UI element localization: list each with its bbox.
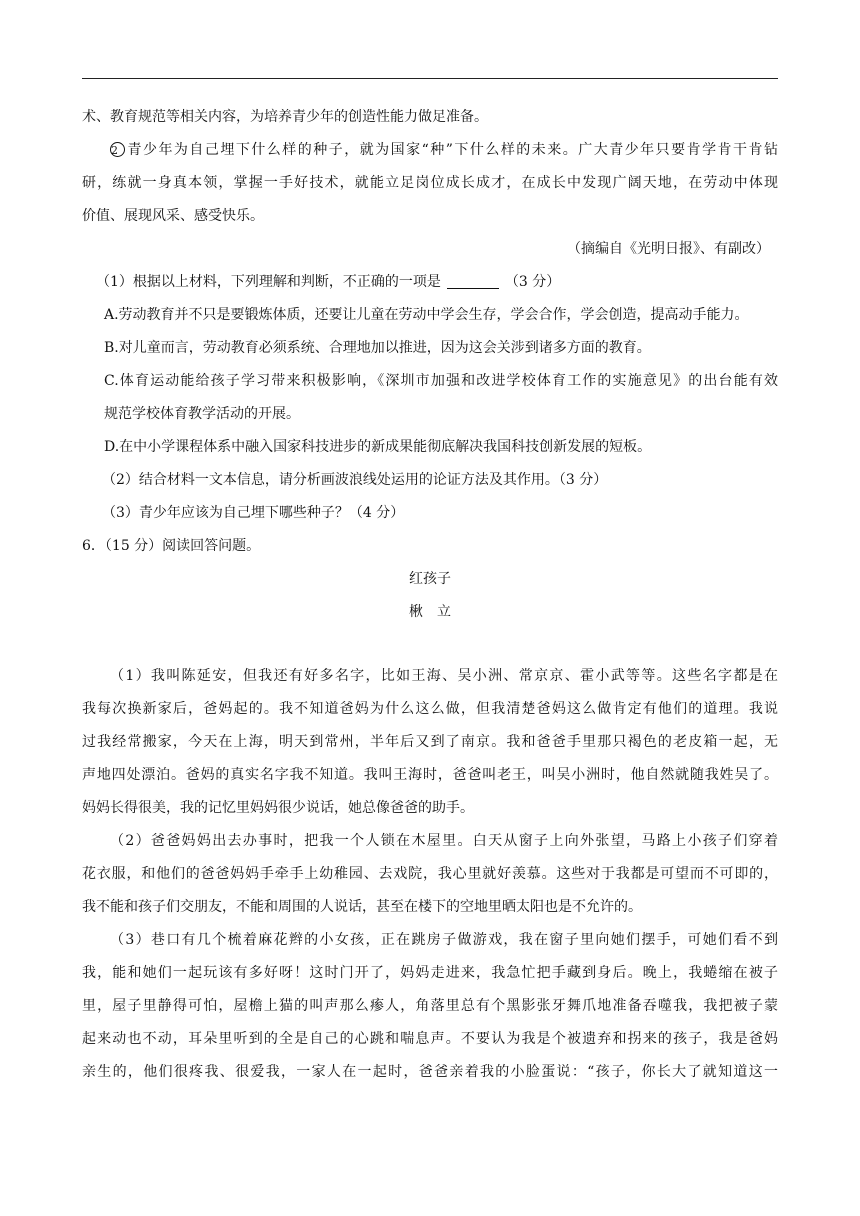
story-paragraph-3-line-3: 里，屋子里静得可怕，屋檐上猫的叫声那么瘆人，角落里总有个黑影张牙舞爪地准备吞噬我，我把被子蒙 — [82, 998, 778, 1014]
option-d: D.在中小学课程体系中融入国家科技进步的新成果能彻底解决我国科技创新发展的短板。 — [104, 439, 652, 455]
story-paragraph-1-line-4: 声地四处漂泊。爸妈的真实名字我不知道。我叫王海时，爸爸叫老王，叫吴小洲时，他自然就随我姓吴了。 — [82, 767, 778, 783]
header-rule — [82, 78, 778, 79]
story-paragraph-3-line-2: 我，能和她们一起玩该有多好呀！这时门开了，妈妈走进来，我急忙把手藏到身后。晚上，我蜷缩在被子 — [82, 965, 778, 981]
story-paragraph-1-line-3: 过我经常搬家，今天在上海，明天到常州，半年后又到了南京。我和爸爸手里那只褐色的老皮箱一起，无 — [82, 734, 778, 750]
option-a: A.劳动教育并不只是要锻炼体质，还要让儿童在劳动中学会生存，学会合作，学会创造，提高动手能力。 — [104, 307, 749, 323]
option-c-line-2: 规范学校体育教学活动的开展。 — [104, 406, 300, 422]
story-paragraph-3-line-1: （3）巷口有几个梳着麻花辫的小女孩，正在跳房子做游戏，我在窗子里向她们摆手，可她们看不到 — [110, 932, 778, 948]
passage-continuation: 术、教育规范等相关内容，为培养青少年的创造性能力做足准备。 — [82, 109, 488, 125]
option-b: B.对儿童而言，劳动教育必须系统、合理地加以推进，因为这会关涉到诸多方面的教育。 — [104, 340, 651, 356]
story-paragraph-1-line-1: （1）我叫陈延安，但我还有好多名字，比如王海、吴小洲、常京京、霍小武等等。这些名字都是在 — [110, 668, 778, 684]
passage-paragraph-2-line-1: 2 青少年为自己埋下什么样的种子，就为国家“种”下什么样的未来。广大青少年只要肯学肯干肯钻 — [111, 142, 778, 158]
passage-paragraph-2-line-2: 研，练就一身真本领，掌握一手好技术，就能立足岗位成长成才，在成长中发现广阔天地，在劳动中体现 — [82, 175, 778, 191]
page-content — [82, 101, 778, 1089]
question-2: （2）结合材料一文本信息，请分析画波浪线处运用的论证方法及其作用。（3 分） — [102, 472, 608, 488]
story-paragraph-2-line-2: 花衣服，和他们的爸爸妈妈手牵手上幼稚园、去戏院，我心里就好羡慕。这些对于我都是可望而不可即的， — [82, 866, 778, 882]
question-6-heading: 6．（15 分）阅读回答问题。 — [82, 538, 261, 554]
question-1-stem: （1）根据以上材料，下列理解和判断，不正确的一项是 （3 分） — [96, 274, 561, 290]
story-title: 红孩子 — [409, 571, 451, 587]
option-c-line-1: C.体育运动能给孩子学习带来积极影响，《深圳市加强和改进学校体育工作的实施意见》的出台能有效 — [104, 373, 778, 389]
story-paragraph-3-line-4: 起来动也不动，耳朵里听到的全是自己的心跳和喘息声。不要认为我是个被遗弃和拐来的孩子，我是爸妈 — [82, 1031, 778, 1047]
circled-number-2: 2 — [110, 142, 125, 157]
story-paragraph-1-line-5: 妈妈长得很美，我的记忆里妈妈很少说话，她总像爸爸的助手。 — [82, 800, 474, 816]
story-paragraph-2-line-3: 我不能和孩子们交朋友，不能和周围的人说话，甚至在楼下的空地里晒太阳也是不允许的。 — [82, 899, 642, 915]
question-3: （3）青少年应该为自己埋下哪些种子？（4 分） — [102, 505, 405, 521]
story-author: 楸 立 — [409, 604, 451, 620]
story-paragraph-2-line-1: （2）爸爸妈妈出去办事时，把我一个人锁在木屋里。白天从窗子上向外张望，马路上小孩子们穿着 — [110, 833, 778, 849]
story-paragraph-1-line-2: 我每次换新家后，爸妈起的。我不知道爸妈为什么这么做，但我清楚爸妈这么做肯定有他们的道理。我说 — [82, 701, 778, 717]
source-citation: （摘编自《光明日报》、有副改） — [567, 241, 770, 257]
answer-blank[interactable] — [447, 274, 499, 289]
passage-paragraph-2-line-3: 价值、展现风采、感受快乐。 — [82, 208, 264, 224]
story-paragraph-3-line-5: 亲生的，他们很疼我、很爱我，一家人在一起时，爸爸亲着我的小脸蛋说：“孩子，你长大了就知道这一 — [82, 1064, 778, 1080]
